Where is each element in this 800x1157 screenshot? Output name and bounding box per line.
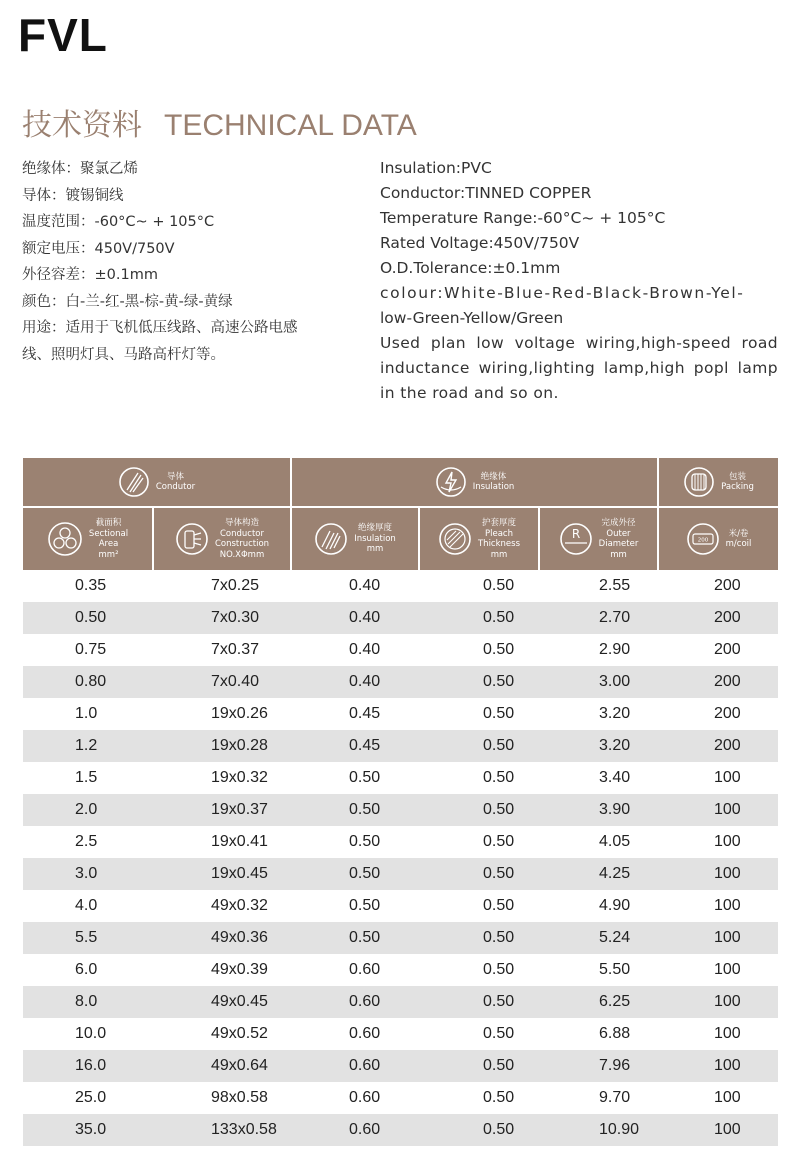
- section-title-cn: 技术资料: [22, 108, 142, 143]
- spec-cn-conductor: 导体：镀锡铜线: [22, 187, 124, 204]
- cell-construction: 19x0.37: [153, 794, 291, 826]
- table-row: [23, 858, 778, 890]
- cell-sheath-thickness: 0.50: [419, 666, 539, 698]
- cell-outer-diameter: 5.50: [539, 954, 658, 986]
- spec-en-tolerance: O.D.Tolerance:±0.1mm: [380, 259, 561, 277]
- spec-en-temperature: Temperature Range:-60°C~ + 105°C: [380, 209, 666, 227]
- cell-sheath-thickness: 0.50: [419, 730, 539, 762]
- insulation-thickness-icon: [314, 522, 348, 556]
- cell-sheath-thickness: 0.50: [419, 1114, 539, 1146]
- cell-insulation-thickness: 0.45: [291, 698, 419, 730]
- section-title: [22, 100, 417, 144]
- cell-outer-diameter: 6.88: [539, 1018, 658, 1050]
- cell-sectional-area: 3.0: [23, 858, 153, 890]
- table-row: [23, 1018, 778, 1050]
- cell-insulation-thickness: 0.40: [291, 634, 419, 666]
- cell-outer-diameter: 4.25: [539, 858, 658, 890]
- cell-sectional-area: 1.5: [23, 762, 153, 794]
- cell-sheath-thickness: 0.50: [419, 890, 539, 922]
- cell-construction: 19x0.26: [153, 698, 291, 730]
- cell-outer-diameter: 2.55: [539, 570, 658, 602]
- table-row: [23, 890, 778, 922]
- cell-sheath-thickness: 0.50: [419, 954, 539, 986]
- cell-sectional-area: 2.0: [23, 794, 153, 826]
- section-title-en: TECHNICAL DATA: [164, 109, 417, 142]
- product-name: FVL: [18, 9, 108, 61]
- spec-cn-temperature: 温度范围：-60°C~ + 105°C: [22, 214, 215, 230]
- cell-outer-diameter: 7.96: [539, 1050, 658, 1082]
- cell-sheath-thickness: 0.50: [419, 634, 539, 666]
- cell-insulation-thickness: 0.60: [291, 954, 419, 986]
- cell-sheath-thickness: 0.50: [419, 826, 539, 858]
- cell-outer-diameter: 10.90: [539, 1114, 658, 1146]
- col-header-area: [23, 507, 153, 570]
- cell-packing-length: 200: [658, 570, 778, 602]
- coil-meter-icon: [686, 522, 720, 556]
- col-header-sheath: [419, 507, 539, 570]
- table-row: [23, 794, 778, 826]
- cell-construction: 19x0.28: [153, 730, 291, 762]
- cell-packing-length: 200: [658, 602, 778, 634]
- group-conductor-en: Condutor: [155, 482, 196, 492]
- cell-insulation-thickness: 0.50: [291, 890, 419, 922]
- insulation-lightning-icon: [435, 466, 467, 498]
- cell-sectional-area: 5.5: [23, 922, 153, 954]
- cell-insulation-thickness: 0.60: [291, 1050, 419, 1082]
- group-header-conductor: [23, 458, 291, 507]
- spec-cn-colour: 颜色：白-兰-红-黑-棕-黄-绿-黄绿: [22, 293, 233, 310]
- svg-text:R: R: [571, 527, 580, 541]
- cell-outer-diameter: 9.70: [539, 1082, 658, 1114]
- cell-sectional-area: 0.75: [23, 634, 153, 666]
- cell-sectional-area: 35.0: [23, 1114, 153, 1146]
- technical-data-table: [23, 458, 778, 1146]
- spec-en-usage: Used plan low voltage wiring,high-speed road inductance wiring,lighting lamp,high popl lamp in the road and so on.: [380, 334, 778, 402]
- cell-insulation-thickness: 0.45: [291, 730, 419, 762]
- cell-outer-diameter: 5.24: [539, 922, 658, 954]
- table-row: [23, 602, 778, 634]
- cell-insulation-thickness: 0.50: [291, 794, 419, 826]
- cell-packing-length: 100: [658, 1082, 778, 1114]
- table-row: [23, 922, 778, 954]
- cell-packing-length: 100: [658, 954, 778, 986]
- table-row: [23, 698, 778, 730]
- cell-sectional-area: 0.35: [23, 570, 153, 602]
- specs-english: [380, 156, 778, 406]
- group-packing-en: Packing: [721, 482, 754, 492]
- col-sheath-cn: 护套厚度: [481, 518, 516, 528]
- cell-sectional-area: 0.50: [23, 602, 153, 634]
- cell-outer-diameter: 2.70: [539, 602, 658, 634]
- cell-packing-length: 100: [658, 1018, 778, 1050]
- group-insulation-en: Insulation: [472, 482, 515, 492]
- col-outer-en2: Diameter: [598, 539, 639, 549]
- group-header-insulation: [291, 458, 658, 507]
- col-construction-cn: 导体构造: [224, 518, 259, 528]
- col-sheath-en1: Pleach: [484, 528, 513, 539]
- cell-sheath-thickness: 0.50: [419, 986, 539, 1018]
- col-insulation-en1: Insulation: [354, 533, 396, 544]
- cell-construction: 7x0.40: [153, 666, 291, 698]
- spec-cn-usage-1: 用途：适用于飞机低压线路、高速公路电感: [22, 320, 298, 336]
- cell-outer-diameter: 4.05: [539, 826, 658, 858]
- cell-packing-length: 100: [658, 922, 778, 954]
- conductor-construction-icon: [175, 522, 209, 556]
- cell-sectional-area: 1.2: [23, 730, 153, 762]
- table-row: [23, 1050, 778, 1082]
- cell-sectional-area: 1.0: [23, 698, 153, 730]
- cell-insulation-thickness: 0.50: [291, 922, 419, 954]
- cell-insulation-thickness: 0.60: [291, 1082, 419, 1114]
- outer-diameter-icon: [559, 522, 593, 556]
- cell-sheath-thickness: 0.50: [419, 570, 539, 602]
- spec-en-colour-2: low-Green-Yellow/Green: [380, 309, 564, 327]
- cell-packing-length: 200: [658, 730, 778, 762]
- table-row: [23, 762, 778, 794]
- cell-sheath-thickness: 0.50: [419, 858, 539, 890]
- specs-chinese: [22, 156, 362, 368]
- col-header-insulation: [291, 507, 419, 570]
- table-row: [23, 634, 778, 666]
- group-header-packing: [658, 458, 778, 507]
- cell-sheath-thickness: 0.50: [419, 922, 539, 954]
- spec-en-insulation: Insulation:PVC: [380, 159, 492, 177]
- col-construction-en2: Construction: [214, 539, 270, 549]
- table-group-header-row: [23, 458, 778, 507]
- col-outer-unit: mm: [610, 549, 627, 560]
- cell-sectional-area: 25.0: [23, 1082, 153, 1114]
- col-construction-unit: NO.XΦmm: [219, 549, 265, 560]
- spec-cn-usage-2: 线、照明灯具、马路高杆灯等。: [22, 346, 225, 363]
- cell-insulation-thickness: 0.60: [291, 1018, 419, 1050]
- cell-outer-diameter: 3.40: [539, 762, 658, 794]
- col-insulation-cn: 绝缘厚度: [357, 523, 392, 534]
- cell-outer-diameter: 3.20: [539, 730, 658, 762]
- cell-sectional-area: 8.0: [23, 986, 153, 1018]
- cell-insulation-thickness: 0.40: [291, 666, 419, 698]
- table-row: [23, 1082, 778, 1114]
- cell-insulation-thickness: 0.50: [291, 826, 419, 858]
- spec-cn-voltage: 额定电压：450V/750V: [22, 240, 175, 257]
- cell-outer-diameter: 3.00: [539, 666, 658, 698]
- cell-sectional-area: 10.0: [23, 1018, 153, 1050]
- col-sheath-en2: Thickness: [477, 539, 520, 549]
- cell-sheath-thickness: 0.50: [419, 1050, 539, 1082]
- cell-packing-length: 100: [658, 826, 778, 858]
- cell-sheath-thickness: 0.50: [419, 1018, 539, 1050]
- cell-outer-diameter: 4.90: [539, 890, 658, 922]
- table-row: [23, 730, 778, 762]
- table-row: [23, 954, 778, 986]
- sheath-thickness-icon: [438, 522, 472, 556]
- cell-packing-length: 100: [658, 762, 778, 794]
- cell-sheath-thickness: 0.50: [419, 1082, 539, 1114]
- spec-cn-tolerance: 外径容差：±0.1mm: [22, 267, 158, 283]
- cell-insulation-thickness: 0.60: [291, 1114, 419, 1146]
- cell-outer-diameter: 3.90: [539, 794, 658, 826]
- cell-sectional-area: 6.0: [23, 954, 153, 986]
- cell-insulation-thickness: 0.50: [291, 762, 419, 794]
- col-outer-cn: 完成外径: [601, 518, 636, 528]
- cell-sectional-area: 0.80: [23, 666, 153, 698]
- cell-construction: 98x0.58: [153, 1082, 291, 1114]
- cell-sectional-area: 16.0: [23, 1050, 153, 1082]
- cell-outer-diameter: 3.20: [539, 698, 658, 730]
- cell-insulation-thickness: 0.50: [291, 858, 419, 890]
- table-row: [23, 570, 778, 602]
- spec-en-colour-1: colour:White-Blue-Red-Black-Brown-Yel-: [380, 284, 745, 302]
- cell-construction: 49x0.32: [153, 890, 291, 922]
- table-row: [23, 666, 778, 698]
- cell-outer-diameter: 6.25: [539, 986, 658, 1018]
- cell-sectional-area: 4.0: [23, 890, 153, 922]
- group-packing-cn: 包装: [728, 471, 746, 482]
- cell-construction: 19x0.41: [153, 826, 291, 858]
- table-column-header-row: [23, 507, 778, 570]
- cell-packing-length: 200: [658, 634, 778, 666]
- cell-packing-length: 100: [658, 890, 778, 922]
- col-header-outer-diameter: [539, 507, 658, 570]
- cell-insulation-thickness: 0.40: [291, 570, 419, 602]
- cell-insulation-thickness: 0.60: [291, 986, 419, 1018]
- wire-strands-icon: [118, 466, 150, 498]
- cell-construction: 7x0.25: [153, 570, 291, 602]
- table-body: [23, 570, 778, 1146]
- cell-outer-diameter: 2.90: [539, 634, 658, 666]
- spec-cn-insulation: 绝缘体：聚氯乙烯: [22, 161, 138, 177]
- cell-packing-length: 100: [658, 1050, 778, 1082]
- col-outer-en1: Outer: [606, 528, 631, 539]
- cell-construction: 49x0.39: [153, 954, 291, 986]
- table-row: [23, 1114, 778, 1146]
- cell-insulation-thickness: 0.40: [291, 602, 419, 634]
- col-header-construction: [153, 507, 291, 570]
- cell-construction: 49x0.52: [153, 1018, 291, 1050]
- cell-construction: 7x0.37: [153, 634, 291, 666]
- group-conductor-cn: 导体: [166, 471, 184, 482]
- col-sheath-unit: mm: [490, 549, 508, 560]
- cell-sheath-thickness: 0.50: [419, 698, 539, 730]
- cell-sheath-thickness: 0.50: [419, 794, 539, 826]
- col-area-unit: mm²: [98, 549, 119, 560]
- group-insulation-cn: 绝缘体: [480, 471, 507, 482]
- cell-packing-length: 100: [658, 1114, 778, 1146]
- spec-en-voltage: Rated Voltage:450V/750V: [380, 234, 580, 252]
- cell-construction: 7x0.30: [153, 602, 291, 634]
- coil-icon-text: 200: [697, 537, 708, 544]
- cell-packing-length: 200: [658, 666, 778, 698]
- cell-construction: 133x0.58: [153, 1114, 291, 1146]
- col-area-en1: Sectional: [88, 528, 129, 539]
- cell-packing-length: 100: [658, 794, 778, 826]
- cell-construction: 49x0.45: [153, 986, 291, 1018]
- spec-en-conductor: Conductor:TINNED COPPER: [380, 184, 592, 202]
- col-packing-unit: m/coil: [725, 539, 752, 549]
- col-packing-cn: 米/卷: [728, 528, 749, 539]
- table-row: [23, 826, 778, 858]
- col-area-en2: Area: [98, 539, 119, 549]
- cell-packing-length: 100: [658, 986, 778, 1018]
- col-insulation-unit: mm: [366, 544, 384, 555]
- cell-packing-length: 200: [658, 698, 778, 730]
- col-area-cn: 截面积: [95, 518, 122, 528]
- cell-sectional-area: 2.5: [23, 826, 153, 858]
- col-header-packing: [658, 507, 778, 570]
- cell-construction: 19x0.45: [153, 858, 291, 890]
- table-row: [23, 986, 778, 1018]
- coil-packing-icon: [683, 466, 715, 498]
- cell-sheath-thickness: 0.50: [419, 602, 539, 634]
- col-construction-en1: Conductor: [219, 528, 264, 539]
- cell-packing-length: 100: [658, 858, 778, 890]
- cell-construction: 19x0.32: [153, 762, 291, 794]
- cell-construction: 49x0.36: [153, 922, 291, 954]
- cable-cross-section-icon: [47, 521, 83, 557]
- cell-sheath-thickness: 0.50: [419, 762, 539, 794]
- cell-construction: 49x0.64: [153, 1050, 291, 1082]
